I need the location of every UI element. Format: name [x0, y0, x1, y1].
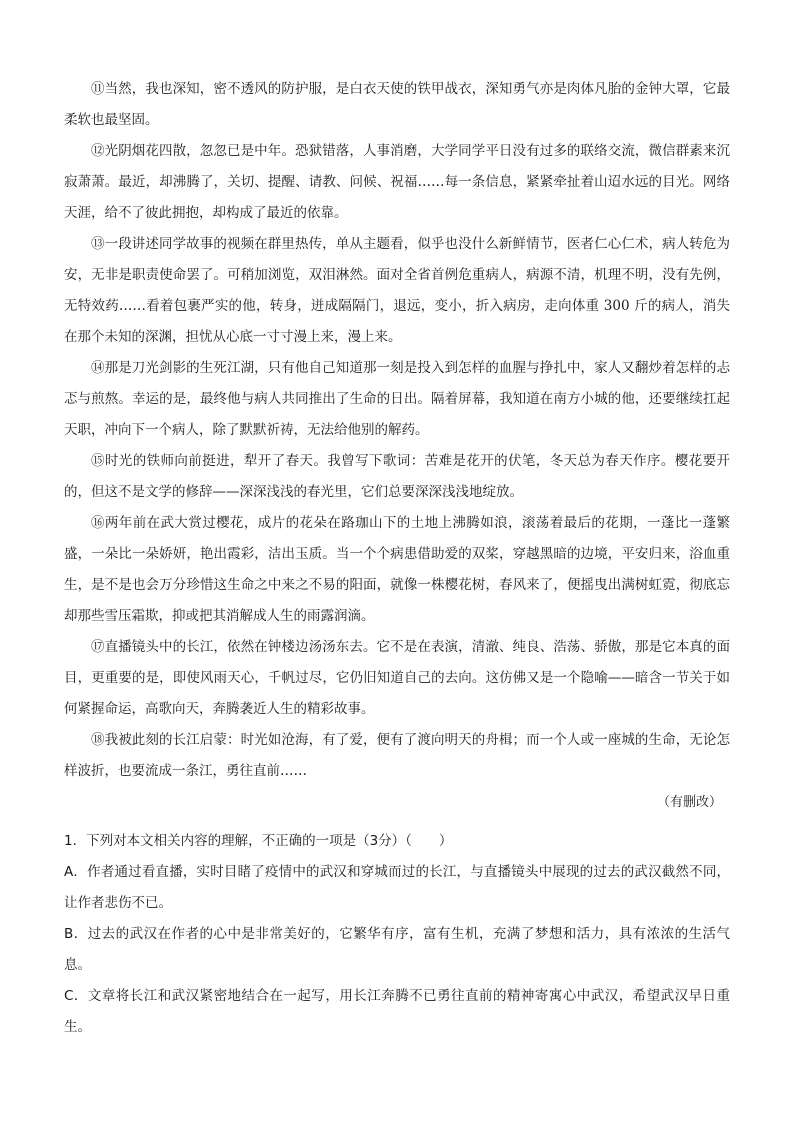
option-c: C．文章将长江和武汉紧密地结合在一起写，用长江奔腾不已勇往直前的精神寄寓心中武汉，希望武汉早日重生。 [64, 988, 730, 1035]
option-b: B．过去的武汉在作者的心中是非常美好的，它繁华有序，富有生机，充满了梦想和活力，具有浓浓的生活气息。 [64, 926, 730, 973]
paragraph-18: ⑱我被此刻的长江启蒙：时光如沧海，有了爱，便有了渡向明天的舟楫；而一个人或一座城的生命，无论怎样波折，也要流成一条江，勇往直前…… [64, 732, 730, 779]
paragraph-15: ⑮时光的铁师向前挺进，犁开了春天。我曾写下歌词：苦难是花开的伏笔，冬天总为春天作序。樱花要开的，但这不是文学的修辞——深深浅浅的春光里，它们总要深深浅浅地绽放。 [64, 453, 730, 500]
paragraph-17: ⑰直播镜头中的长江，依然在钟楼边汤汤东去。它不是在表演，清澈、纯良、浩荡、骄傲，那是它本真的面目，更重要的是，即使风雨天心，千帆过尽，它仍旧知道自己的去向。这仿佛又是一个隐喻——暗含一节关于如何紧握命运，高歌向天，奔腾袭近人生的精彩故事。 [64, 639, 730, 717]
paragraph-13: ⑬一段讲述同学故事的视频在群里热传，单从主题看，似乎也没什么新鲜情节，医者仁心仁术，病人转危为安，无非是职责使命罢了。可稍加浏览，双泪淋然。面对全省首例危重病人，病源不清，机理不明，没有先例，无特效药……看着包裹严实的他，转身，迸成隔隔门，退远，变小，折入病房，走向体重 300 斤的病人，消失在那个未知的深渊，担忧从心底一寸寸漫上来，漫上来。 [64, 236, 730, 345]
source-note: （有删改） [656, 795, 722, 810]
option-a: A．作者通过看直播，实时目睹了疫情中的武汉和穿城而过的长江，与直播镜头中展现的过去的武汉截然不同，让作者悲伤不已。 [64, 864, 730, 911]
question-1 [64, 826, 730, 1043]
question-stem: 1．下列对本文相关内容的理解，不正确的一项是（3分）（ ） [64, 833, 453, 849]
paragraph-12: ⑫光阴烟花四散，忽忽已是中年。恐狱错落，人事消磨，大学同学平日没有过多的联络交流，微信群素来沉寂萧萧。最近，却沸腾了，关切、提醒、请教、问候、祝福……每一条信息，紧紧牵扯着山迢水远的目光。网络天涯，给不了彼此拥抱，却构成了最近的依靠。 [64, 143, 730, 221]
reading-passage [64, 74, 730, 818]
paragraph-14: ⑭那是刀光剑影的生死江湖，只有他自己知道那一刻是投入到怎样的血腥与挣扎中，家人又翻炒着怎样的忐忑与煎熬。幸运的是，最终他与病人共同推出了生命的日出。隔着屏幕，我知道在南方小城的他，还要继续扛起天职，冲向下一个病人，除了默默祈祷，无法给他别的解药。 [64, 360, 730, 438]
paragraph-11: ⑪当然，我也深知，密不透风的防护服，是白衣天使的铁甲战衣，深知勇气亦是肉体凡胎的金钟大罩，它最柔软也最坚固。 [64, 81, 730, 128]
paragraph-16: ⑯两年前在武大赏过樱花，成片的花朵在路珈山下的土地上沸腾如浪，滚荡着最后的花期，一蓬比一蓬繁盛，一朵比一朵娇妍，艳出霞彩，洁出玉质。当一个个病患借助爱的双桨，穿越黑暗的边境，平安归来，浴血重生，是不是也会万分珍惜这生命之中来之不易的阳面，就像一株樱花树，春风来了，便摇曳出满树虹霓，彻底忘却那些雪压霜欺，抑或把其消解成人生的雨露润滴。 [64, 515, 730, 624]
